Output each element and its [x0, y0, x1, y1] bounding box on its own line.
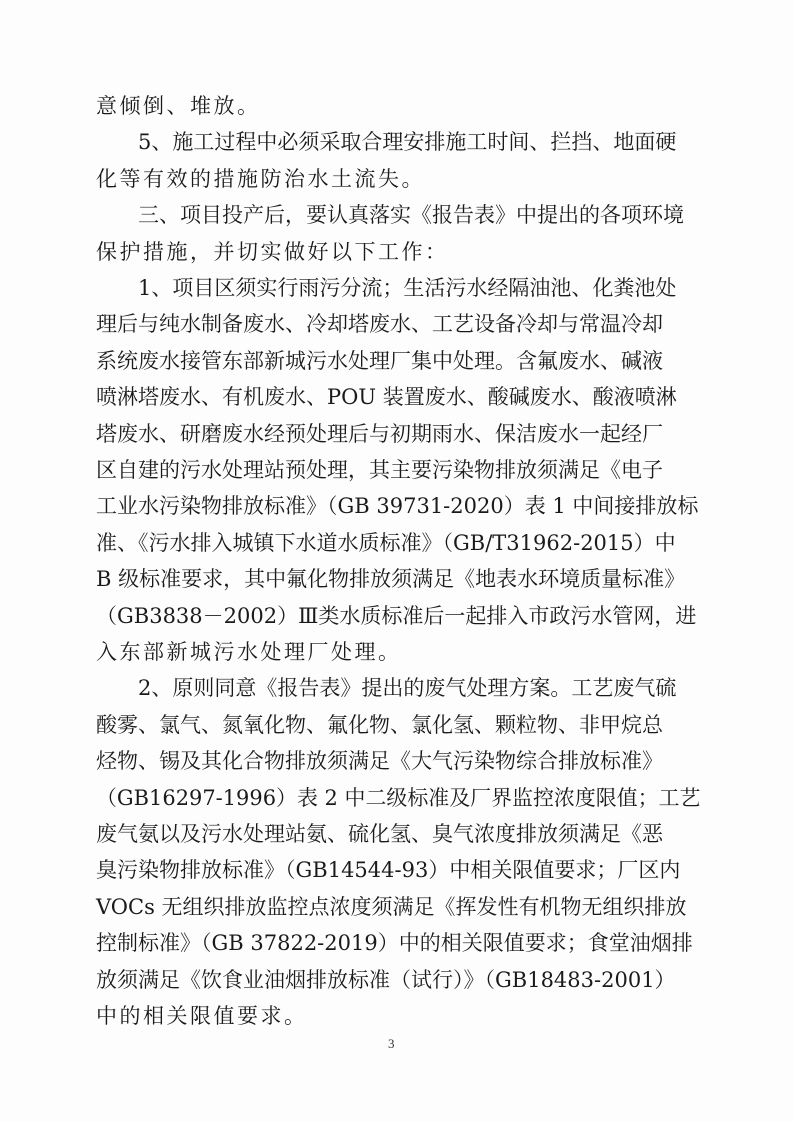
text-line: VOCs 无组织排放监控点浓度须满足《挥发性有机物无组织排放 — [96, 895, 687, 919]
text-line: 5、施工过程中必须采取合理安排施工时间、拦挡、地面硬 — [138, 130, 677, 154]
text-line: 放须满足《饮食业油烟排放标准（试行）》（GB18483-2001） — [96, 968, 676, 992]
text-line: 控制标准》（GB 37822-2019）中的相关限值要求；食堂油烟排 — [96, 931, 693, 955]
text-line: B 级标准要求，其中氟化物排放须满足《地表水环境质量标准》 — [96, 567, 686, 591]
text-line: 1、项目区须实行雨污分流；生活污水经隔油池、化粪池处 — [138, 276, 677, 300]
text-line: 臭污染物排放标准》（GB14544-93）中相关限值要求；厂区内 — [96, 858, 681, 882]
text-line: 喷淋塔废水、有机废水、POU 装置废水、酸碱废水、酸液喷淋 — [96, 385, 677, 409]
text-line: 工业水污染物排放标准》（GB 39731-2020）表 1 中间接排放标 — [96, 494, 699, 518]
text-line: 塔废水、研磨废水经预处理后与初期雨水、保洁废水一起经厂 — [96, 422, 663, 446]
text-line: 三、项目投产后，要认真落实《报告表》中提出的各项环境 — [138, 203, 684, 227]
text-line: 化等有效的措施防治水土流失。 — [96, 167, 425, 191]
text-line: 区自建的污水处理站预处理，其主要污染物排放须满足《电子 — [96, 458, 663, 482]
text-line: 烃物、锡及其化合物排放须满足《大气污染物综合排放标准》 — [96, 749, 663, 773]
text-line: 酸雾、氯气、氮氧化物、氟化物、氯化氢、颗粒物、非甲烷总 — [96, 713, 663, 737]
text-line: （GB16297-1996）表 2 中二级标准及厂界监控浓度限值；工艺 — [96, 786, 701, 810]
text-line: 废气氨以及污水处理站氨、硫化氢、臭气浓度排放须满足《恶 — [96, 822, 663, 846]
text-line: 2、原则同意《报告表》提出的废气处理方案。工艺废气硫 — [138, 676, 677, 700]
text-line: 系统废水接管东部新城污水处理厂集中处理。含氟废水、碱液 — [96, 349, 663, 373]
text-line: 意倾倒、堆放。 — [96, 94, 261, 118]
text-line: （GB3838－2002）Ⅲ类水质标准后一起排入市政污水管网，进 — [96, 604, 697, 628]
text-line: 保护措施，并切实做好以下工作： — [96, 240, 449, 264]
text-line: 中的相关限值要求。 — [96, 1004, 308, 1028]
text-line: 准、《污水排入城镇下水道水质标准》（GB/T31962-2015）中 — [96, 531, 676, 555]
page-number: 3 — [388, 1036, 395, 1051]
text-line: 理后与纯水制备废水、冷却塔废水、工艺设备冷却与常温冷却 — [96, 312, 663, 336]
text-line: 入东部新城污水处理厂处理。 — [96, 640, 402, 664]
